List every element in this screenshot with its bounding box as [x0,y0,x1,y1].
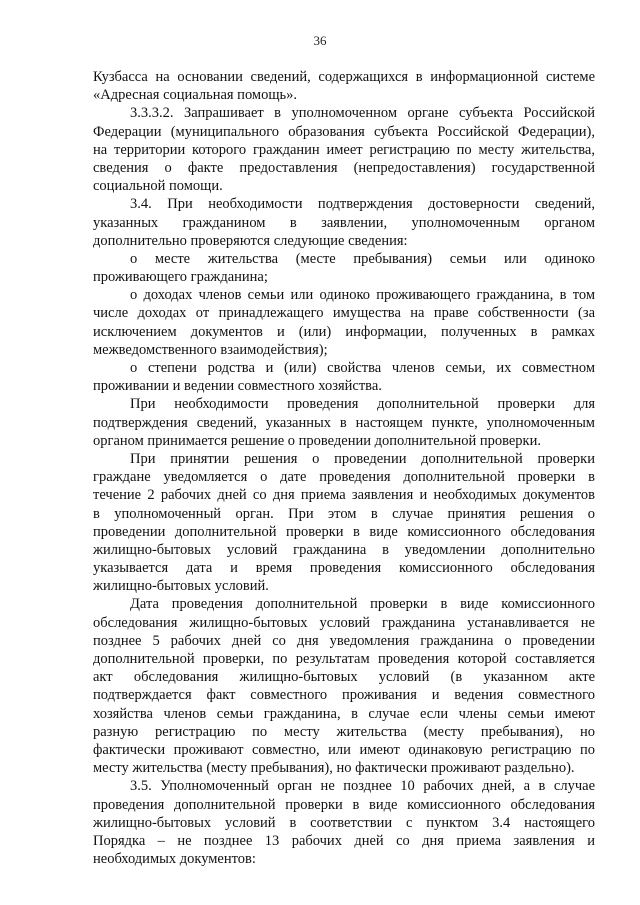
text-line: дополнительной проверки, по результатам проведения которой составляется [93,651,595,667]
text-line: «Адресная социальная помощь». [93,87,297,104]
text-line: проведении дополнительной проверки в виде комиссионного обследования [93,523,595,540]
text-line: на территории которого гражданин имеет регистрацию по месту жительства, [93,141,595,158]
text-line: Порядка – не позднее 13 рабочих дней со дня приема заявления и [93,832,595,849]
text-line: органом принимается решение о проведении дополнительной проверки. [93,432,541,449]
text-line: указывается дата и время проведения комиссионного обследования [93,560,595,577]
text-line: течение 2 рабочих дней со дня приема заявления и необходимых документов [93,487,595,504]
text-line: 3.3.3.2. Запрашивает в уполномоченном органе субъекта Российской [130,105,595,122]
text-line: жилищно-бытовых условий гражданина в уведомлении дополнительно [93,541,595,558]
text-line: указанных гражданином в заявлении, уполномоченным органом [93,214,595,231]
text-line: граждане уведомляется о дате проведения дополнительной проверки в [93,469,595,486]
text-line: Дата проведения дополнительной проверки в виде комиссионного [130,596,595,613]
text-line: проживающего гражданина; [93,269,268,286]
text-line: сведения о факте предоставления (непредоставления) государственной [93,159,595,176]
text-line: подтверждается факт совместного проживания и ведения совместного [93,687,595,704]
text-line: о месте жительства (месте пребывания) семьи или одиноко [130,250,595,267]
text-line: При принятии решения о проведении дополнительной проверки [130,450,595,467]
page-number: 36 [313,33,327,48]
text-line: социальной помощи. [93,178,223,195]
text-line: жилищно-бытовых условий в соответствии с пунктом 3.4 настоящего [93,814,595,831]
text-line: позднее 5 рабочих дней со дня уведомления гражданина о проведении [93,632,595,649]
text-line: Федерации (муниципального образования субъекта Российской Федерации), [93,123,595,140]
text-line: 3.5. Уполномоченный орган не позднее 10 рабочих дней, а в случае [130,778,595,795]
text-line: жилищно-бытовых условий. [93,578,269,595]
text-line: о доходах членов семьи или одиноко проживающего гражданина, в том [130,287,595,304]
text-line: хозяйства членов семьи гражданина, в случае если члены семьи имеют [93,705,595,722]
text-line: необходимых документов: [93,851,256,868]
text-line: разную регистрацию по месту жительства (месту пребывания), но [93,723,595,740]
text-line: о степени родства и (или) свойства членов семьи, их совместном [130,360,595,376]
text-line: акт обследования жилищно-бытовых условий (в указанном акте [93,669,595,686]
text-line: исключением документов и (или) информации, полученных в рамках [93,323,595,340]
document-body [93,68,595,868]
text-line: дополнительно проверяются следующие сведения: [93,232,408,249]
text-line: подтверждения сведений, указанных в настоящем пункте, уполномоченным [93,414,595,431]
text-line: 3.4. При необходимости подтверждения достоверности сведений, [130,196,595,213]
text-line: межведомственного взаимодействия); [93,341,328,358]
text-line: При необходимости проведения дополнительной проверки для [130,396,595,413]
text-line: месту жительства (месту пребывания), но фактически проживают раздельно). [93,760,575,777]
text-line: проведения дополнительной проверки в виде комиссионного обследования [93,796,595,813]
text-line: Кузбасса на основании сведений, содержащихся в информационной системе [93,69,595,85]
text-line: проживании и ведении совместного хозяйства. [93,378,382,395]
text-line: фактически проживают совместно, или имеют одинаковую регистрацию по [93,741,595,758]
text-line: обследования жилищно-бытовых условий гражданина устанавливается не [93,614,595,631]
text-line: в уполномоченный орган. При этом в случае принятия решения о [93,505,595,522]
text-line: числе доходах от принадлежащего имущества на праве собственности (за [93,305,595,322]
